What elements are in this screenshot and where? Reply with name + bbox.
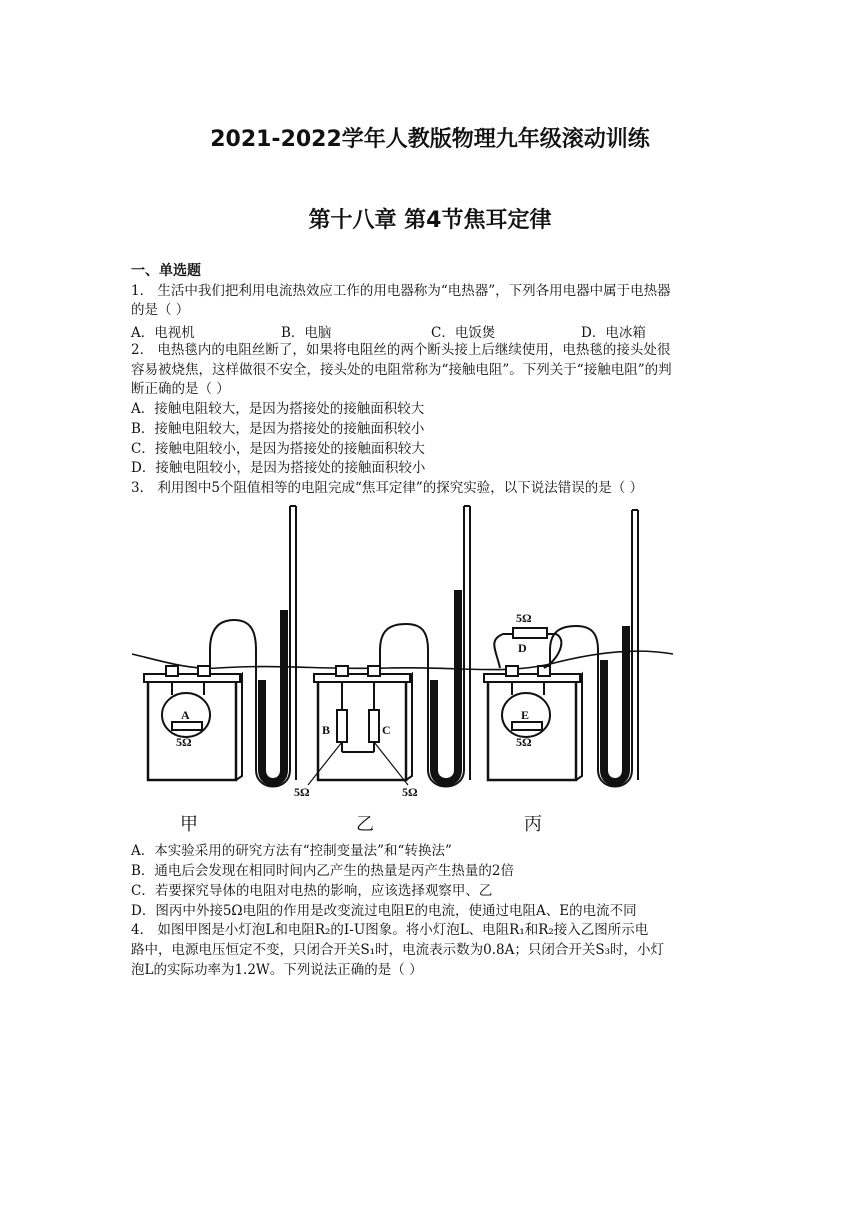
q2-option-d: D．接触电阻较小，是因为搭接处的接触面积较小 (131, 460, 426, 476)
label-bing: 丙 (524, 814, 542, 835)
chapter-title: 第十八章 第4节焦耳定律 (308, 208, 552, 233)
q1-line-2: 的是（ ） (131, 302, 190, 318)
q1-option-c: C．电饭煲 (431, 325, 496, 341)
q1-option-b: B．电脑 (281, 325, 332, 341)
resistor-d-label: D (518, 641, 527, 655)
q2-line-3: 断正确的是（ ） (131, 381, 230, 397)
resistor-d-value: 5Ω (516, 611, 532, 625)
label-jia: 甲 (180, 814, 198, 835)
resistor-c-value: 5Ω (402, 785, 418, 799)
q2-line-1: 2． 电热毯内的电阻丝断了，如果将电阻丝的两个断头接上后继续使用，电热毯的接头处很 (131, 342, 671, 358)
q4-line-1: 4． 如图甲图是小灯泡L和电阻R₂的I-U图象。将小灯泡L、电阻R₁和R₂接入乙图所示电 (131, 922, 649, 938)
resistor-a-value: 5Ω (176, 735, 192, 749)
q1-option-a: A．电视机 (131, 325, 195, 341)
resistor-b-value: 5Ω (294, 785, 310, 799)
label-yi: 乙 (356, 814, 374, 835)
q3-line-1: 3． 利用图中5个阻值相等的电阻完成“焦耳定律”的探究实验，以下说法错误的是（ ） (131, 480, 644, 496)
document-title: 2021-2022学年人教版物理九年级滚动训练 (210, 127, 650, 152)
q2-line-2: 容易被烧焦，这样做很不安全，接头处的电阻常称为“接触电阻”。下列关于“接触电阻”的判 (131, 362, 672, 378)
q3-option-a: A．本实验采用的研究方法有“控制变量法”和“转换法” (131, 843, 452, 859)
q2-option-b: B．接触电阻较大，是因为搭接处的接触面积较小 (131, 421, 425, 437)
joule-law-apparatus-figure (128, 500, 678, 840)
section-heading: 一、单选题 (131, 263, 201, 279)
resistor-b-label: B (322, 723, 331, 737)
q3-option-c: C．若要探究导体的电阻对电热的影响，应该选择观察甲、乙 (131, 883, 493, 899)
q3-option-d: D．图丙中外接5Ω电阻的作用是改变流过电阻E的电流，使通过电阻A、E的电流不同 (131, 903, 637, 919)
q2-option-a: A．接触电阻较大，是因为搭接处的接触面积较大 (131, 401, 425, 417)
q1-line-1: 1． 生活中我们把利用电流热效应工作的用电器称为“电热器”，下列各用电器中属于电热器 (131, 283, 671, 299)
resistor-a-label: A (181, 708, 190, 722)
resistor-e-label: E (521, 708, 530, 722)
q4-line-3: 泡L的实际功率为1.2W。下列说法正确的是（ ） (131, 962, 423, 978)
resistor-e-value: 5Ω (516, 735, 532, 749)
q1-option-d: D．电冰箱 (581, 325, 646, 341)
q4-line-2: 路中，电源电压恒定不变，只闭合开关S₁时，电流表示数为0.8A；只闭合开关S₃时，小灯 (131, 942, 665, 958)
resistor-c-label: C (382, 723, 391, 737)
q2-option-c: C．接触电阻较小，是因为搭接处的接触面积较大 (131, 441, 425, 457)
q3-option-b: B．通电后会发现在相同时间内乙产生的热量是丙产生热量的2倍 (131, 863, 515, 879)
